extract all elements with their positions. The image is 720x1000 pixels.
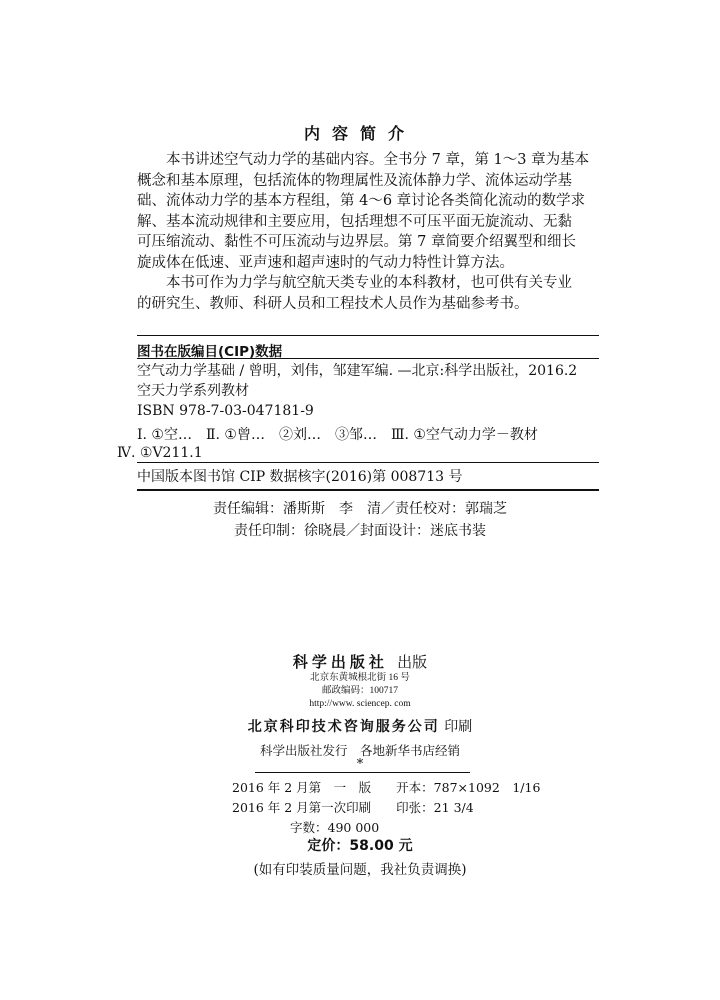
- printer-line: [0, 716, 720, 736]
- cip-record-line: 空气动力学基础 / 曾明，刘伟，邹建军编. —北京:科学出版社，2016.2: [137, 363, 578, 379]
- publisher-address: 北京东黄城根北街 16 号: [310, 673, 410, 683]
- cip-check-number: 中国版本图书馆 CIP 数据核字(2016)第 008713 号: [137, 469, 463, 485]
- credits: [0, 498, 720, 542]
- credits-production: 责任印制：徐晓晨／封面设计：迷底书装: [234, 523, 486, 539]
- cip-heading-rule: [137, 358, 599, 359]
- publisher-block: [0, 651, 720, 711]
- cip-heading: 图书在版编目(CIP)数据: [137, 344, 283, 360]
- spec-rule: [255, 772, 470, 773]
- quality-notice: (如有印装质量问题，我社负责调换): [253, 862, 467, 878]
- summary-line: 本书可作为力学与航空航天类专业的本科教材，也可供有关专业: [166, 275, 572, 291]
- summary-text: [137, 150, 599, 314]
- separator-star: *: [356, 757, 364, 772]
- credits-editors: 责任编辑：潘斯斯 李 清／责任校对：郭瑞芝: [213, 501, 507, 517]
- printer-name: 北京科印技术咨询服务公司: [247, 719, 440, 735]
- cip-classification-1: Ⅰ. ①空… Ⅱ. ①曾… ②刘… ③邹… Ⅲ. ①空气动力学－教材: [137, 427, 538, 443]
- specs: [232, 778, 540, 838]
- cip-bottom-rule: [137, 489, 599, 491]
- publisher-url: http://www. sciencep. com: [309, 699, 411, 709]
- cip-classification-2: Ⅳ. ①V211.1: [117, 445, 203, 461]
- summary-line: 解、基本流动规律和主要应用，包括理想不可压平面无旋流动、无黏: [137, 213, 572, 230]
- summary-title: 内容简介: [303, 124, 416, 143]
- printer-suffix: 印刷: [444, 719, 473, 735]
- cip-series: 空天力学系列教材: [137, 383, 249, 399]
- spec-edition: 2016 年 2 月第 一 版 开本：787×1092 1/16: [232, 780, 541, 795]
- distribution: 科学出版社发行 各地新华书店经销: [259, 743, 460, 758]
- summary-line: 可压缩流动、黏性不可压流动与边界层。第 7 章简要介绍翼型和细长: [137, 234, 576, 250]
- cip-top-rule: [137, 335, 599, 336]
- cip-check-rule: [137, 462, 599, 463]
- publisher-name-line: [0, 651, 720, 672]
- cip-isbn: ISBN 978-7-03-047181-9: [137, 403, 314, 419]
- publisher-postcode: 邮政编码：100717: [321, 686, 398, 696]
- summary-line: 本书讲述空气动力学的基础内容。全书分 7 章，第 1～3 章为基本: [166, 152, 590, 168]
- spec-word-count: 字数：490 000: [290, 820, 380, 835]
- publisher-name: 科学出版社: [292, 653, 388, 671]
- summary-line: 概念和基本原理，包括流体的物理属性及流体静力学、流体运动学基: [137, 172, 572, 189]
- spec-printing: 2016 年 2 月第一次印刷 印张：21 3/4: [232, 800, 474, 815]
- publisher-suffix: 出版: [397, 653, 428, 671]
- summary-line: 旋成体在低速、亚声速和超声速时的气动力特性计算方法。: [137, 254, 514, 271]
- price: 定价：58.00 元: [307, 838, 413, 854]
- summary-line: 础、流体动力学的基本方程组，第 4～6 章讨论各类简化流动的数学求: [137, 193, 586, 209]
- cip-record: [137, 361, 607, 421]
- summary-line: 的研究生、教师、科研人员和工程技术人员作为基础参考书。: [137, 295, 529, 312]
- summary-paragraph-2: [137, 273, 599, 314]
- summary-paragraph-1: [137, 150, 599, 273]
